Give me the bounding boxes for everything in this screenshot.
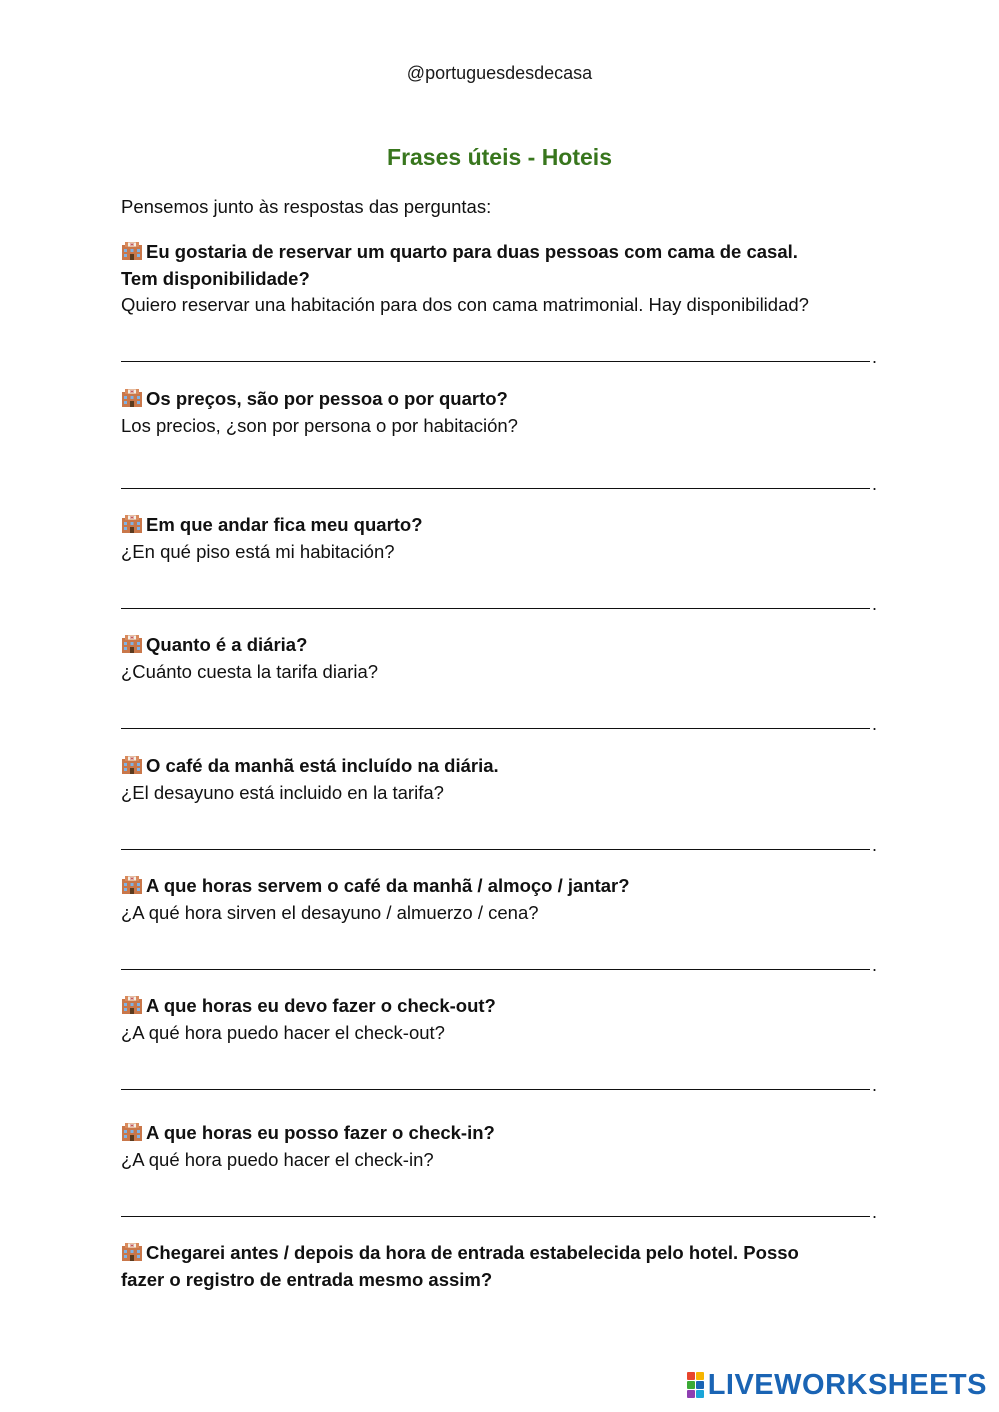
translation-text: ¿Cuánto cuesta la tarifa diaria? xyxy=(121,660,379,682)
question-text xyxy=(121,993,881,1020)
svg-text:H: H xyxy=(130,996,134,1002)
question-line: A que horas eu posso fazer o check-in? xyxy=(146,1122,495,1143)
hotel-icon xyxy=(121,1122,143,1142)
question-block xyxy=(121,753,881,806)
svg-text:H: H xyxy=(130,635,134,641)
svg-text:H: H xyxy=(130,242,134,248)
hotel-icon xyxy=(121,388,143,408)
question-block xyxy=(121,386,881,439)
translation-text: ¿A qué hora puedo hacer el check-out? xyxy=(121,1021,445,1043)
question-block xyxy=(121,239,881,319)
logo-text: LIVEWORKSHEETS xyxy=(707,1369,987,1401)
question-line: O café da manhã está incluído na diária. xyxy=(146,755,499,776)
answer-line[interactable]: . xyxy=(121,707,881,733)
question-block xyxy=(121,993,881,1046)
hotel-icon xyxy=(121,995,143,1015)
question-block xyxy=(121,1240,881,1293)
hotel-icon xyxy=(121,634,143,654)
page-title: Frases úteis - Hoteis xyxy=(387,144,612,170)
hotel-icon xyxy=(121,875,143,895)
question-text xyxy=(121,1240,881,1293)
svg-text:H: H xyxy=(130,515,134,521)
question-block xyxy=(121,632,881,685)
question-line: Os preços, são por pessoa o por quarto? xyxy=(146,388,508,409)
question-line: Eu gostaria de reservar um quarto para duas pessoas com cama de casal. xyxy=(146,241,798,262)
svg-text:H: H xyxy=(130,1123,134,1129)
author-handle: @portuguesdesdecasa xyxy=(406,63,593,83)
translation-text: ¿A qué hora puedo hacer el check-in? xyxy=(121,1148,434,1170)
answer-line[interactable]: . xyxy=(121,467,881,493)
translation-text: ¿En qué piso está mi habitación? xyxy=(121,540,395,562)
question-block xyxy=(121,1120,881,1173)
question-block xyxy=(121,512,881,565)
question-text xyxy=(121,873,881,900)
hotel-icon xyxy=(121,241,143,261)
answer-line[interactable]: . xyxy=(121,587,881,613)
svg-text:H: H xyxy=(130,389,134,395)
question-line: fazer o registro de entrada mesmo assim? xyxy=(121,1268,493,1290)
question-line: Em que andar fica meu quarto? xyxy=(146,514,423,535)
question-text xyxy=(121,632,881,659)
question-text xyxy=(121,386,881,413)
translation-text: ¿El desayuno está incluido en la tarifa? xyxy=(121,781,444,803)
question-text xyxy=(121,239,881,292)
answer-line[interactable]: . xyxy=(121,340,881,366)
svg-text:H: H xyxy=(130,756,134,762)
answer-line[interactable]: . xyxy=(121,1195,881,1221)
logo-blocks-icon xyxy=(687,1372,704,1398)
question-text xyxy=(121,512,881,539)
translation-text: ¿A qué hora sirven el desayuno / almuerzo / cena? xyxy=(121,901,539,923)
question-text xyxy=(121,1120,881,1147)
hotel-icon xyxy=(121,755,143,775)
svg-text:H: H xyxy=(130,876,134,882)
question-block xyxy=(121,873,881,926)
translation-text: Quiero reservar una habitación para dos con cama matrimonial. Hay disponibilidad? xyxy=(121,294,809,315)
question-line: Tem disponibilidade? xyxy=(121,267,310,289)
answer-line[interactable]: . xyxy=(121,828,881,854)
answer-line[interactable]: . xyxy=(121,948,881,974)
question-line: A que horas eu devo fazer o check-out? xyxy=(146,995,496,1016)
answer-line[interactable]: . xyxy=(121,1068,881,1094)
liveworksheets-logo[interactable] xyxy=(687,1370,987,1400)
question-line: Quanto é a diária? xyxy=(146,634,308,655)
question-line: A que horas servem o café da manhã / almoço / jantar? xyxy=(146,875,630,896)
question-text xyxy=(121,753,881,780)
svg-text:H: H xyxy=(130,1243,134,1249)
question-line: Chegarei antes / depois da hora de entrada estabelecida pelo hotel. Posso xyxy=(146,1242,799,1263)
hotel-icon xyxy=(121,1242,143,1262)
hotel-icon xyxy=(121,514,143,534)
intro-text: Pensemos junto às respostas das perguntas: xyxy=(121,196,492,217)
translation-text: Los precios, ¿son por persona o por habitación? xyxy=(121,414,518,436)
